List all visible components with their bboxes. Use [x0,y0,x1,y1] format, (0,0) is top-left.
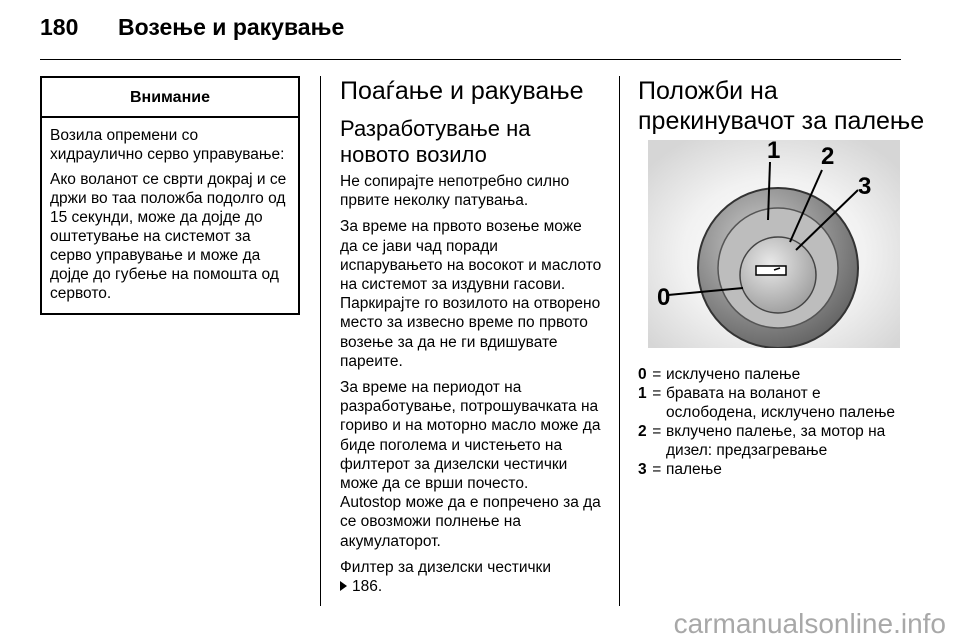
section-heading: Поаѓање и ракување [340,77,584,105]
legend-text: исклучено палење [666,366,801,383]
ignition-switch-figure [648,140,900,348]
legend-item [638,460,900,479]
legend-text: палење [666,461,722,478]
column-running-in [340,76,602,603]
legend-number: 1 [638,385,647,402]
figure-legend [638,365,900,479]
legend-item [638,384,900,422]
page-number: 180 [40,14,79,40]
body-paragraph [340,558,602,596]
legend-equals: = [648,366,662,383]
section-heading-line: прекинувачот за палење [638,107,925,135]
legend-text: вклучено палење, за мотор на дизел: предзагревање [666,423,886,459]
legend-item [638,422,900,460]
column-divider [619,76,620,606]
page-header-title: Возење и ракување [118,14,345,40]
legend-number: 0 [638,366,647,383]
key-slot-icon [756,266,786,275]
legend-equals: = [648,423,662,440]
legend-equals: = [648,461,662,478]
legend-number: 3 [638,461,647,478]
section-heading-line: Положби на [638,77,778,105]
header-rule [40,59,901,60]
position-label-0: 0 [657,284,671,311]
legend-number: 2 [638,423,647,440]
position-label-3: 3 [858,173,872,200]
body-paragraph: За време на периодот на разработување, потрошувачката на гориво и на моторно масло може да биде поголема и чистењето на филтерот за дизелски честички може да се врши почесто. [340,379,601,493]
body-paragraph: Autostop може да е попречено за да се овозможи полнење на акумулаторот. [340,494,601,550]
site-watermark: carmanualsonline.info [673,608,946,639]
position-label-2: 2 [821,143,835,170]
subsection-heading: Разработување на новото возило [340,116,531,167]
body-paragraph: Не сопирајте непотребно силно првите неколку патувања. [340,173,570,210]
column-divider [320,76,321,606]
warning-body [42,118,298,303]
ignition-switch-illustration [648,140,900,348]
section-heading [638,76,925,136]
column-ignition-positions [638,76,925,136]
body-paragraph: За време на првото возење може да се јави чад поради испарувањето на восокот и маслото на системот за издувни гасови. Паркирајте го возилото на отворено место за извесно време по првото возење за да не ги вдишувате пареите. [340,218,602,370]
legend-text: бравата на воланот е ослободена, исклучено палење [666,385,896,421]
warning-paragraph: Ако воланот се сврти докрај и се држи во таа положба подолго од 15 секунди, може да дојде до оштетување на системот за серво управување и може да дојде до губење на помошта од сервото. [50,171,287,302]
legend-equals: = [648,385,662,402]
page-reference-icon [340,581,347,591]
warning-paragraph: Возила опремени со хидраулично серво управување: [50,127,285,163]
legend-item [638,365,900,384]
warning-title: Внимание [42,78,298,118]
warning-box [40,76,300,315]
page-reference-link[interactable]: 186. [352,578,383,596]
cross-reference-label: Филтер за дизелски честички [340,558,551,576]
page-header [40,14,344,41]
position-label-1: 1 [767,140,781,164]
